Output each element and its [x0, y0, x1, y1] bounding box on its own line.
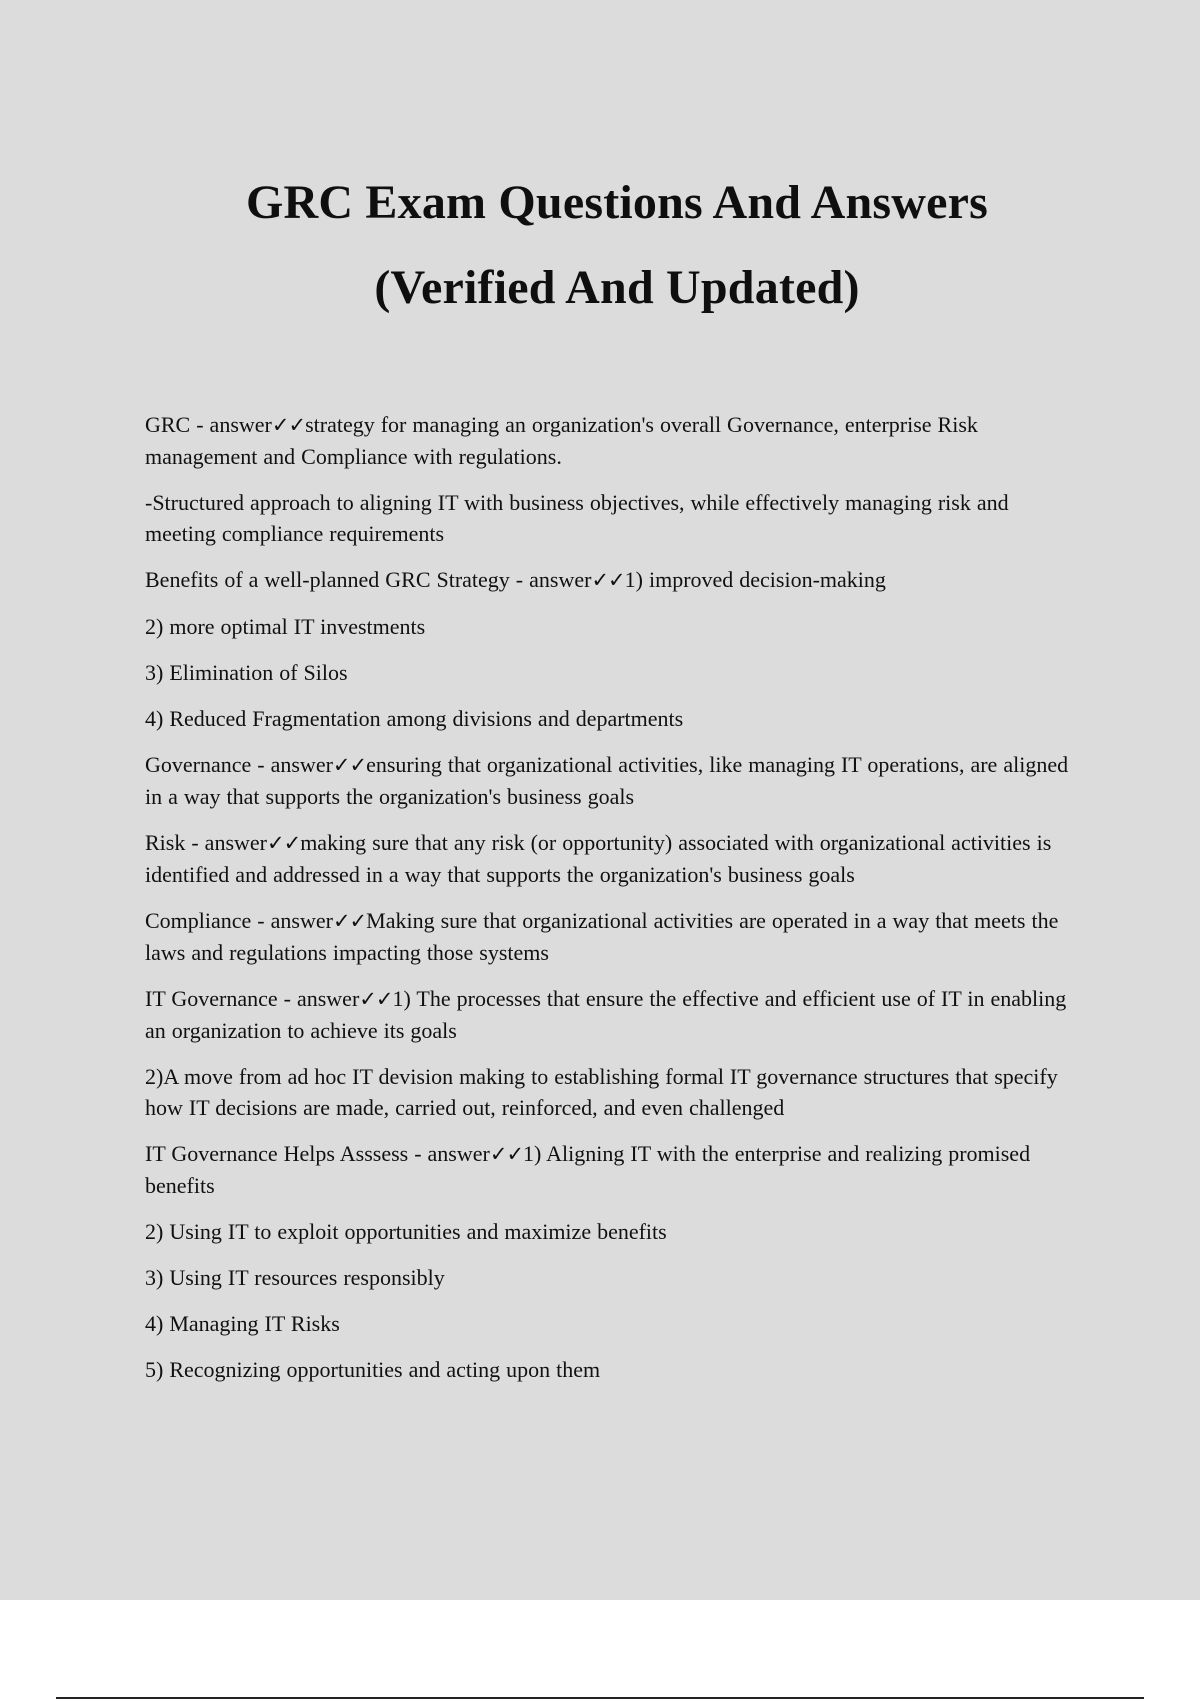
answer-text: 3) Using IT resources responsibly: [145, 1265, 445, 1290]
qa-paragraph: [145, 1262, 1085, 1293]
answer-text: 4) Managing IT Risks: [145, 1311, 340, 1336]
qa-paragraph: [145, 1354, 1085, 1385]
qa-paragraph: [145, 983, 1085, 1046]
question-text: Risk - answer: [145, 830, 267, 855]
qa-paragraph: [145, 1138, 1085, 1201]
question-text: Benefits of a well-planned GRC Strategy - answer: [145, 567, 592, 592]
qa-paragraph: [145, 749, 1085, 812]
answer-text: 1) The processes that ensure the effective and efficient use of IT in enabling an organization to achieve its goals: [145, 986, 1067, 1043]
qa-content: [145, 409, 1085, 1400]
document-title: [0, 160, 1200, 330]
question-text: IT Governance - answer: [145, 986, 360, 1011]
check-icon: ✓✓: [266, 831, 301, 855]
check-icon: ✓✓: [271, 413, 306, 437]
answer-text: 2) more optimal IT investments: [145, 614, 426, 639]
qa-paragraph: [145, 1216, 1085, 1247]
check-icon: ✓✓: [332, 909, 367, 933]
question-text: Compliance - answer: [145, 908, 333, 933]
answer-text: Making sure that organizational activities are operated in a way that meets the laws and regulations impacting those systems: [145, 908, 1059, 965]
qa-paragraph: [145, 827, 1085, 890]
answer-text: 4) Reduced Fragmentation among divisions and departments: [145, 706, 684, 731]
check-icon: ✓✓: [332, 753, 367, 777]
qa-paragraph: [145, 1061, 1085, 1123]
question-text: IT Governance Helps Asssess - answer: [145, 1141, 490, 1166]
qa-paragraph: [145, 657, 1085, 688]
footer-divider: [56, 1697, 1144, 1699]
answer-text: -Structured approach to aligning IT with business objectives, while effectively managing risk and meeting compliance requirements: [145, 490, 1009, 546]
title-line-2: (Verified And Updated): [374, 261, 860, 314]
answer-text: 1) Aligning IT with the enterprise and realizing promised benefits: [145, 1141, 1031, 1198]
qa-paragraph: [145, 703, 1085, 734]
question-text: GRC - answer: [145, 412, 272, 437]
answer-text: ensuring that organizational activities, like managing IT operations, are aligned in a way that supports the organization's business goals: [145, 752, 1069, 809]
check-icon: ✓✓: [359, 987, 393, 1011]
answer-text: 1) improved decision-making: [624, 567, 886, 592]
qa-paragraph: [145, 409, 1085, 472]
answer-text: making sure that any risk (or opportunity) associated with organizational activities is identified and addressed in a way that supports the organization's business goals: [145, 830, 1052, 887]
qa-paragraph: [145, 487, 1085, 549]
answer-text: strategy for managing an organization's overall Governance, enterprise Risk management and Compliance with regulations.: [145, 412, 978, 469]
qa-paragraph: [145, 905, 1085, 968]
qa-paragraph: [145, 611, 1085, 642]
question-text: Governance - answer: [145, 752, 333, 777]
check-icon: ✓✓: [489, 1142, 524, 1166]
answer-text: 3) Elimination of Silos: [145, 660, 348, 685]
answer-text: 5) Recognizing opportunities and acting upon them: [145, 1357, 601, 1382]
check-icon: ✓✓: [591, 568, 625, 592]
answer-text: 2) Using IT to exploit opportunities and maximize benefits: [145, 1219, 667, 1244]
qa-paragraph: [145, 1308, 1085, 1339]
title-line-1: GRC Exam Questions And Answers: [245, 176, 989, 229]
answer-text: 2)A move from ad hoc IT devision making to establishing formal IT governance structures that specify how IT decisions are made, carried out, reinforced, and even challenged: [145, 1064, 1058, 1120]
qa-paragraph: [145, 564, 1085, 596]
